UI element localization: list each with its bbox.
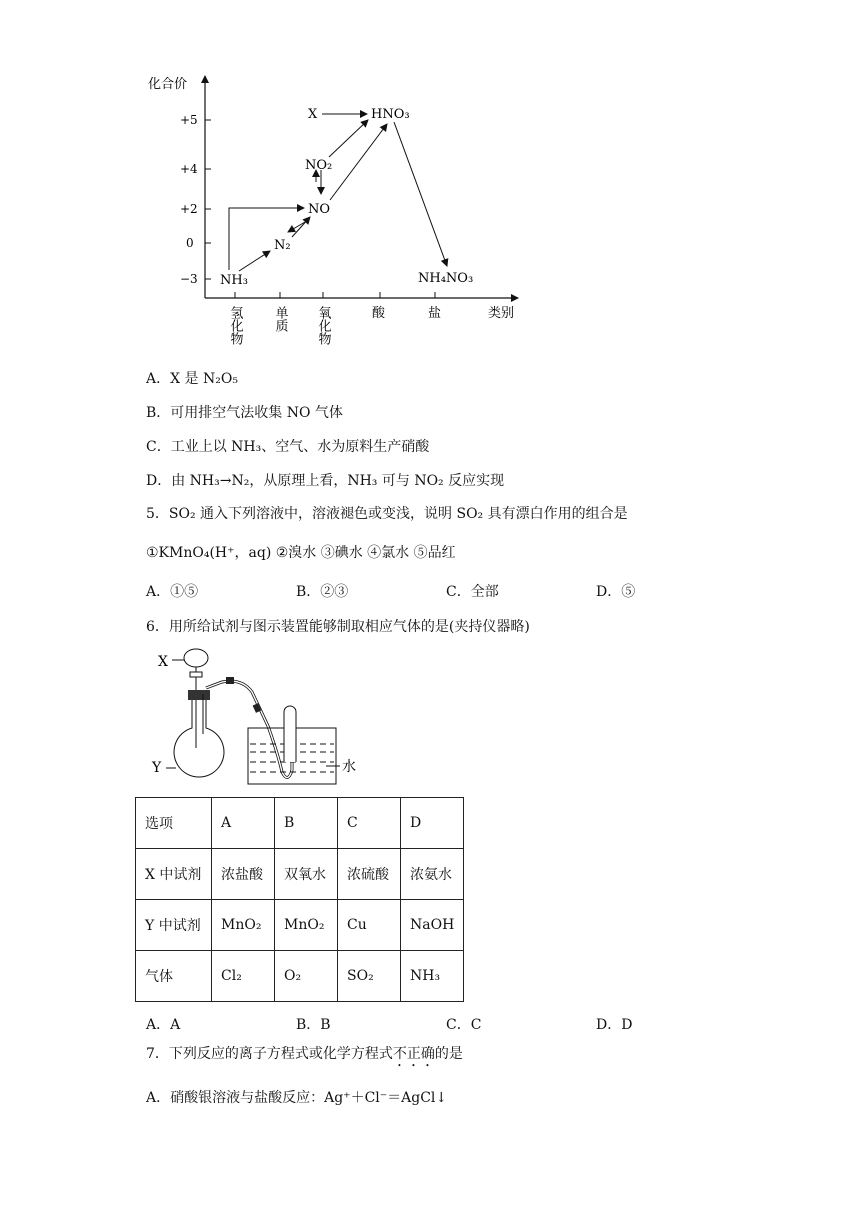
q7-stem — [146, 1043, 463, 1070]
apparatus-label-x: X — [158, 654, 168, 670]
option-text: 由 NH₃→N₂，从原理上看，NH₃ 可与 NO₂ 反应实现 — [171, 473, 505, 489]
table-cell: Cu — [338, 900, 401, 951]
x-axis-label: 类别 — [488, 306, 515, 321]
q6-option-c[interactable]: C．C — [446, 1017, 482, 1033]
x-ticks — [235, 292, 435, 298]
q5-option-a[interactable]: A．①⑤ — [146, 584, 199, 600]
species-nh4no3: NH₄NO₃ — [418, 271, 474, 286]
table-cell: 选项 — [136, 798, 212, 849]
q7-stem-emphasis: 不正确 — [392, 1046, 435, 1062]
table-cell: 双氧水 — [275, 849, 338, 900]
q6-option-b[interactable]: B．B — [296, 1017, 331, 1033]
table-cell: MnO₂ — [275, 900, 338, 951]
species-nh3: NH₃ — [220, 273, 248, 288]
table-cell: 浓氨水 — [401, 849, 464, 900]
x-category-label: 盐 — [428, 306, 442, 321]
reaction-arrows — [229, 114, 447, 271]
table-cell: D — [401, 798, 464, 849]
y-tick-label: +5 — [180, 113, 198, 127]
table-cell: Cl₂ — [212, 951, 275, 1002]
x-category-label: 单质 — [272, 306, 288, 332]
table-cell: 浓盐酸 — [212, 849, 275, 900]
reagent-table — [135, 797, 464, 1002]
gas-apparatus-figure — [150, 644, 370, 790]
species-n2: N₂ — [274, 238, 291, 253]
q7-stem-suffix: 的是 — [434, 1046, 463, 1062]
y-tick-label: +4 — [180, 162, 198, 176]
y-tick-label: 0 — [186, 236, 194, 250]
y-ticks — [180, 113, 211, 286]
option-letter: A． — [146, 371, 171, 387]
q5-stem: 5．SO₂ 通入下列溶液中，溶液褪色或变浅，说明 SO₂ 具有漂白作用的组合是 — [146, 506, 628, 522]
apparatus-label-y: Y — [152, 760, 162, 776]
x-category-label: 氢化物 — [227, 306, 243, 345]
rubber-stopper — [188, 690, 210, 700]
q6-option-a[interactable]: A．A — [146, 1017, 181, 1033]
option-letter: D． — [146, 473, 172, 489]
table-row — [136, 951, 464, 1002]
table-cell: MnO₂ — [212, 900, 275, 951]
round-bottom-flask — [174, 700, 224, 777]
species-x: X — [308, 107, 318, 122]
y-tick-label: −3 — [180, 272, 198, 286]
table-row — [136, 849, 464, 900]
table-row — [136, 798, 464, 849]
table-cell: C — [338, 798, 401, 849]
table-cell: O₂ — [275, 951, 338, 1002]
species-no: NO — [308, 202, 331, 217]
option-letter: C． — [146, 439, 171, 455]
nitrogen-valence-diagram — [140, 66, 540, 356]
q4-option-d[interactable] — [146, 470, 504, 490]
q5-option-b[interactable]: B．②③ — [296, 584, 349, 600]
option-text: 可用排空气法收集 NO 气体 — [170, 405, 343, 421]
table-cell: A — [212, 798, 275, 849]
q7-stem-prefix: 7．下列反应的离子方程式或化学方程式 — [146, 1046, 393, 1062]
q7-option-a[interactable]: A．硝酸银溶液与盐酸反应：Ag⁺＋Cl⁻＝AgCl↓ — [146, 1090, 448, 1106]
q6-stem: 6．用所给试剂与图示装置能够制取相应气体的是(夹持仪器略) — [146, 619, 530, 635]
table-cell: Y 中试剂 — [136, 900, 212, 951]
y-axis-label: 化合价 — [148, 77, 188, 92]
q4-option-c[interactable] — [146, 436, 429, 456]
collection-tube — [284, 706, 296, 762]
q4-option-a[interactable] — [146, 368, 238, 388]
table-cell: 气体 — [136, 951, 212, 1002]
species-hno3: HNO₃ — [371, 107, 410, 122]
table-cell: NH₃ — [401, 951, 464, 1002]
q5-items: ①KMnO₄(H⁺，aq) ②溴水 ③碘水 ④氯水 ⑤品红 — [146, 545, 456, 561]
table-cell: NaOH — [401, 900, 464, 951]
option-text: 工业上以 NH₃、空气、水为原料生产硝酸 — [170, 439, 430, 455]
x-category-label: 酸 — [372, 306, 386, 321]
q6-option-d[interactable]: D．D — [596, 1017, 633, 1033]
apparatus-label-water: 水 — [342, 759, 356, 775]
q5-option-c[interactable]: C．全部 — [446, 584, 499, 600]
y-tick-label: +2 — [180, 202, 198, 216]
separatory-funnel — [184, 649, 208, 667]
option-letter: B． — [146, 405, 171, 421]
table-cell: 浓硫酸 — [338, 849, 401, 900]
table-cell: X 中试剂 — [136, 849, 212, 900]
x-category-label: 氧化物 — [315, 306, 331, 345]
table-row — [136, 900, 464, 951]
table-cell: B — [275, 798, 338, 849]
q5-option-d[interactable]: D．⑤ — [596, 584, 636, 600]
option-text: X 是 N₂O₅ — [170, 371, 238, 387]
species-no2: NO₂ — [305, 158, 333, 173]
q4-option-b[interactable] — [146, 402, 343, 422]
table-cell: SO₂ — [338, 951, 401, 1002]
